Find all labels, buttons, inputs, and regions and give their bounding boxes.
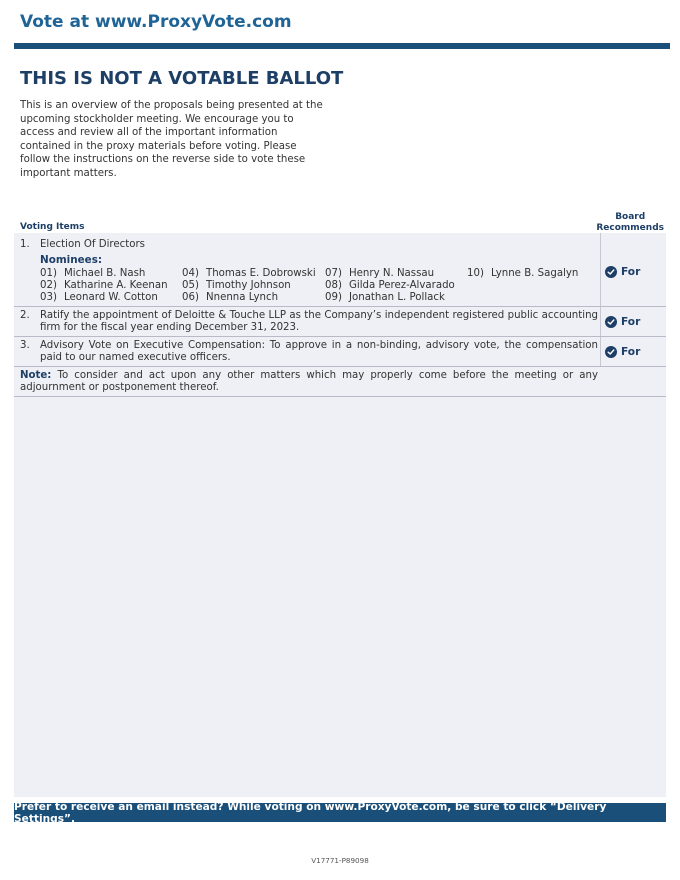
header-title[interactable]: Vote at www.ProxyVote.com: [20, 12, 292, 32]
row-divider: [14, 306, 666, 307]
nominee: 08) Gilda Perez-Alvarado: [325, 280, 455, 291]
recommendation: [605, 266, 640, 278]
note-label: Note:: [20, 370, 52, 381]
nominee: 07) Henry N. Nassau: [325, 268, 435, 279]
row-divider: [14, 336, 666, 337]
nominees-label: Nominees:: [40, 254, 103, 266]
item-number: 1.: [20, 239, 30, 250]
header-rule: [14, 43, 670, 49]
recommendation-label: For: [621, 346, 641, 358]
recommends-label: Recommends: [596, 223, 664, 233]
intro-paragraph: This is an overview of the proposals being presented at the upcoming stockholder meeting. We encourage you to access and review all of the important information contained in the proxy materials before voting. Please follow the instructions on the reverse side to vote these important matters.: [20, 100, 323, 179]
column-divider: [600, 233, 601, 367]
row-divider: [14, 366, 666, 367]
nominee: 02) Katharine A. Keenan: [40, 280, 168, 291]
ballot-title: THIS IS NOT A VOTABLE BALLOT: [20, 68, 344, 89]
check-circle-icon: [605, 346, 617, 358]
note: [20, 370, 598, 393]
col-header-board-recommends: [596, 212, 664, 234]
nominee: 01) Michael B. Nash: [40, 268, 146, 279]
item-number: 2.: [20, 310, 30, 321]
item-text: Election Of Directors: [40, 239, 145, 250]
row-divider: [14, 396, 666, 397]
note-text: To consider and act upon any other matters which may properly come before the meeting or any adjournment or postponement thereof.: [20, 370, 598, 393]
board-label: Board: [615, 212, 646, 222]
nominee: 09) Jonathan L. Pollack: [325, 292, 445, 303]
item-number: 3.: [20, 340, 30, 351]
nominee: 05) Timothy Johnson: [182, 280, 291, 291]
nominee: 03) Leonard W. Cotton: [40, 292, 158, 303]
nominee: 04) Thomas E. Dobrowski: [182, 268, 316, 279]
check-circle-icon: [605, 266, 617, 278]
item-text: Ratify the appointment of Deloitte & Touche LLP as the Company’s independent registered public accounting firm for the fiscal year ending December 31, 2023.: [40, 310, 598, 333]
check-circle-icon: [605, 316, 617, 328]
footer-banner[interactable]: Prefer to receive an email instead? While voting on www.ProxyVote.com, be sure to click “Delivery Settings”.: [14, 803, 666, 822]
nominee: 10) Lynne B. Sagalyn: [467, 268, 579, 279]
nominee: 06) Nnenna Lynch: [182, 292, 279, 303]
recommendation-label: For: [621, 316, 641, 328]
recommendation-label: For: [621, 266, 641, 278]
item-text: Advisory Vote on Executive Compensation: To approve in a non-binding, advisory vote, the compensation paid to our named executive officers.: [40, 340, 598, 363]
recommendation: [605, 316, 640, 328]
recommendation: [605, 346, 640, 358]
document-id: V17771-P89098: [311, 856, 369, 865]
col-header-voting-items: Voting Items: [20, 222, 85, 232]
